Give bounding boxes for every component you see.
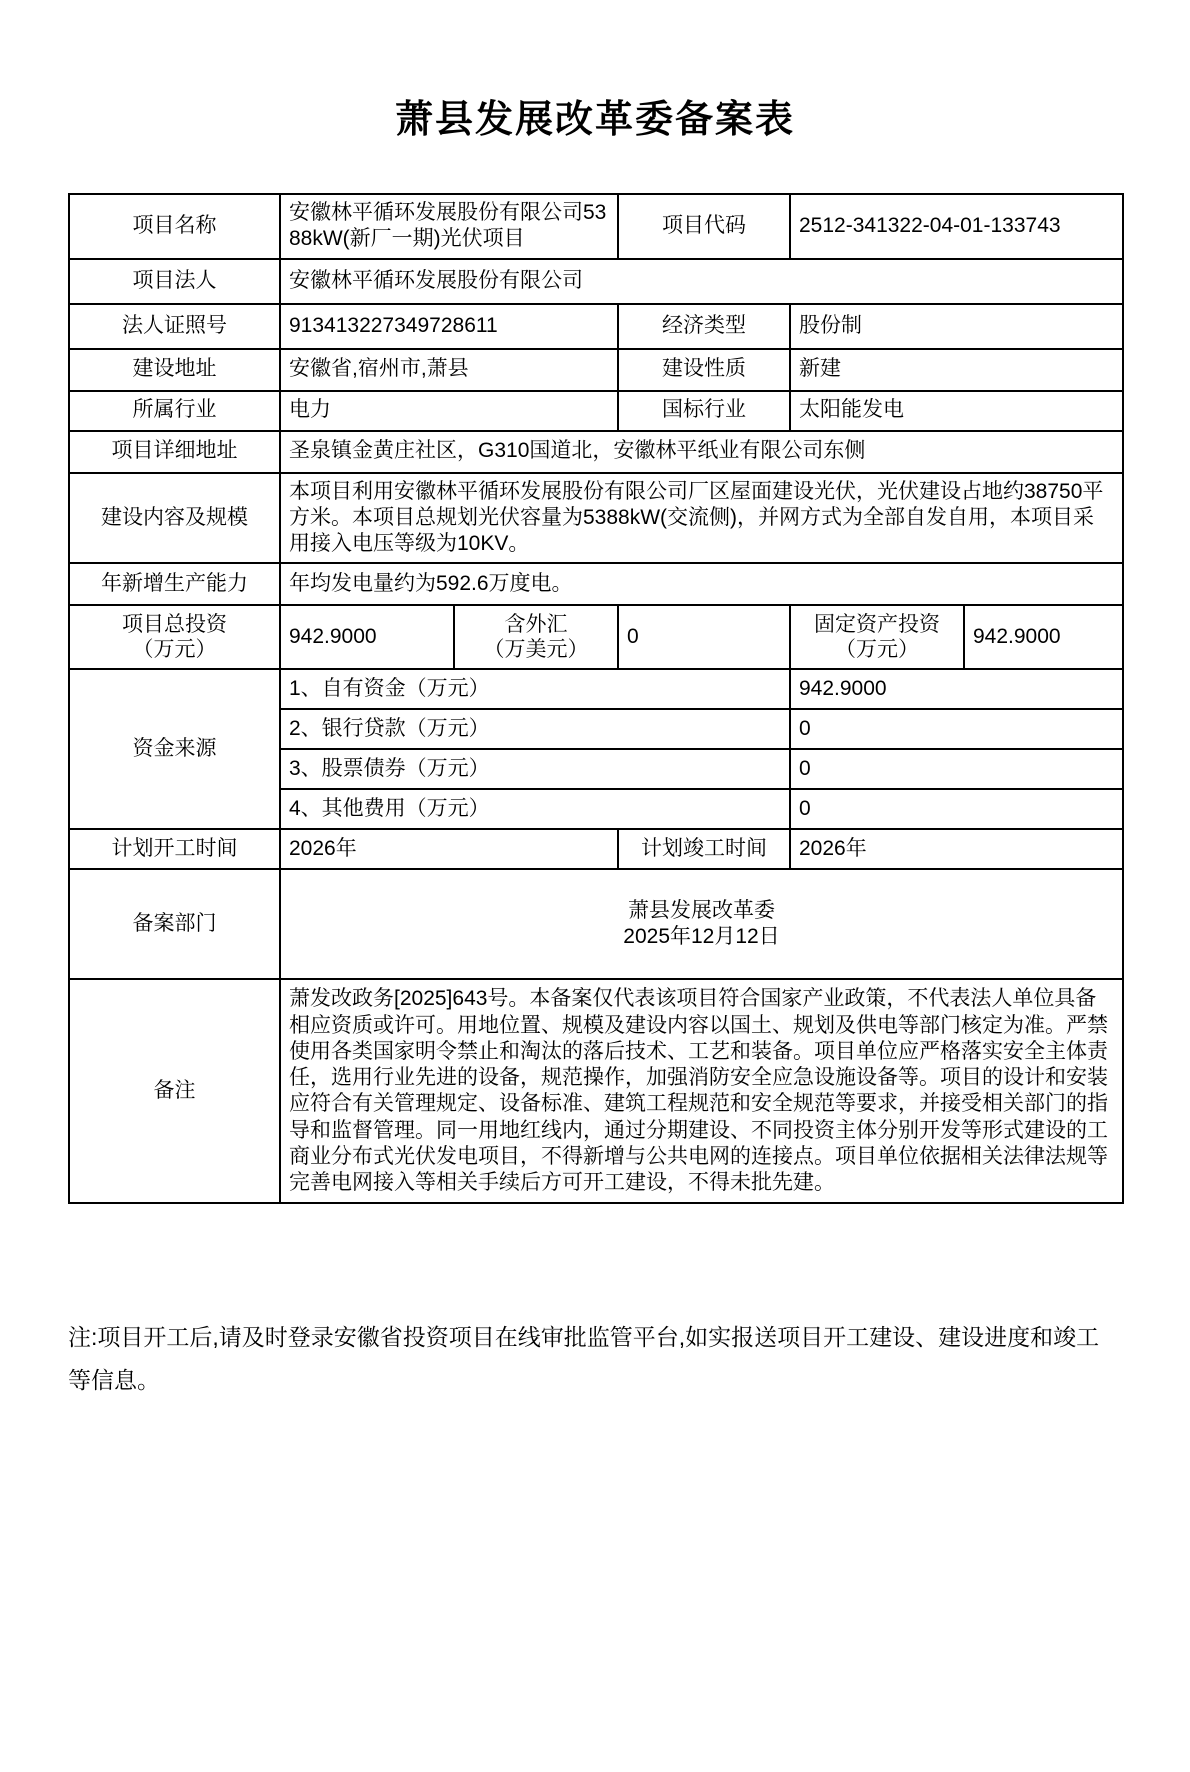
funding-item-value: 0 xyxy=(790,709,1123,749)
foreign-exchange-label xyxy=(454,605,618,669)
row-filing-department xyxy=(69,869,1123,979)
row-schedule xyxy=(69,829,1123,869)
planned-completion-label: 计划竣工时间 xyxy=(618,829,790,869)
industry-value: 电力 xyxy=(280,391,618,431)
license-no-value: 913413227349728611 xyxy=(280,304,618,349)
fixed-investment-label-line1: 固定资产投资 xyxy=(814,613,940,637)
legal-person-value: 安徽林平循环发展股份有限公司 xyxy=(280,259,1123,304)
filing-department-label: 备案部门 xyxy=(69,869,280,979)
fixed-investment-value: 942.9000 xyxy=(964,605,1123,669)
foreign-exchange-value: 0 xyxy=(618,605,790,669)
fixed-investment-label xyxy=(790,605,964,669)
project-name-value: 安徽林平循环发展股份有限公司5388kW(新厂一期)光伏项目 xyxy=(280,194,618,259)
row-investment xyxy=(69,605,1123,669)
legal-person-label: 项目法人 xyxy=(69,259,280,304)
row-funding-item-1 xyxy=(69,669,1123,709)
filing-department-cell xyxy=(280,869,1123,979)
funding-item-name: 3、股票债券（万元） xyxy=(280,749,790,789)
row-legal-person xyxy=(69,259,1123,304)
license-no-label: 法人证照号 xyxy=(69,304,280,349)
construction-content-value: 本项目利用安徽林平循环发展股份有限公司厂区屋面建设光伏，光伏建设占地约38750平方米。本项目总规划光伏容量为5388kW(交流侧)，并网方式为全部自发自用，本项目采用接入电压等级为10KV。 xyxy=(280,473,1123,564)
page-title: 萧县发展改革委备案表 xyxy=(394,99,795,141)
fixed-investment-label-line2: （万元） xyxy=(835,638,919,662)
footer-note: 注:项目开工后,请及时登录安徽省投资项目在线审批监管平台,如实报送项目开工建设、建设进度和竣工等信息。 xyxy=(68,1324,1100,1393)
remarks-label: 备注 xyxy=(69,979,280,1203)
construction-content-label: 建设内容及规模 xyxy=(69,473,280,564)
funding-item-name: 2、银行贷款（万元） xyxy=(280,709,790,749)
construction-address-label: 建设地址 xyxy=(69,349,280,391)
planned-start-value: 2026年 xyxy=(280,829,618,869)
project-code-label: 项目代码 xyxy=(618,194,790,259)
funding-source-label: 资金来源 xyxy=(69,669,280,829)
national-industry-value: 太阳能发电 xyxy=(790,391,1123,431)
construction-address-value: 安徽省,宿州市,萧县 xyxy=(280,349,618,391)
foreign-exchange-label-line2: （万美元） xyxy=(483,638,589,662)
funding-item-value: 0 xyxy=(790,749,1123,789)
annual-capacity-value: 年均发电量约为592.6万度电。 xyxy=(280,563,1123,605)
funding-item-name: 1、自有资金（万元） xyxy=(280,669,790,709)
row-construction-content xyxy=(69,473,1123,564)
row-detailed-address xyxy=(69,431,1123,473)
annual-capacity-label: 年新增生产能力 xyxy=(69,563,280,605)
detailed-address-label: 项目详细地址 xyxy=(69,431,280,473)
total-investment-value: 942.9000 xyxy=(280,605,454,669)
row-license-no xyxy=(69,304,1123,349)
construction-nature-value: 新建 xyxy=(790,349,1123,391)
economic-type-label: 经济类型 xyxy=(618,304,790,349)
document-page xyxy=(0,88,1190,1401)
funding-item-value: 0 xyxy=(790,789,1123,829)
total-investment-label-line2: （万元） xyxy=(132,638,217,662)
planned-start-label: 计划开工时间 xyxy=(69,829,280,869)
detailed-address-value: 圣泉镇金黄庄社区，G310国道北，安徽林平纸业有限公司东侧 xyxy=(280,431,1123,473)
remarks-value: 萧发改政务[2025]643号。本备案仅代表该项目符合国家产业政策，不代表法人单位具备相应资质或许可。用地位置、规模及建设内容以国土、规划及供电等部门核定为准。严禁使用各类国家明令禁止和淘汰的落后技术、工艺和装备。项目单位应严格落实安全主体责任，选用行业先进的设备，规范操作，加强消防安全应急设施设备等。项目的设计和安装应符合有关管理规定、设备标准、建筑工程规范和安全规范等要求，并接受相关部门的指导和监督管理。同一用地红线内，通过分期建设、不同投资主体分别开发等形式建设的工商业分布式光伏发电项目，不得新增与公共电网的连接点。项目单位依据相关法律法规等完善电网接入等相关手续后方可开工建设，不得未批先建。 xyxy=(280,979,1123,1203)
economic-type-value: 股份制 xyxy=(790,304,1123,349)
national-industry-label: 国标行业 xyxy=(618,391,790,431)
row-remarks xyxy=(69,979,1123,1203)
project-code-value: 2512-341322-04-01-133743 xyxy=(790,194,1123,259)
row-construction-address xyxy=(69,349,1123,391)
funding-item-name: 4、其他费用（万元） xyxy=(280,789,790,829)
filing-table xyxy=(68,193,1124,1204)
filing-department-date: 2025年12月12日 xyxy=(623,925,780,949)
row-annual-capacity xyxy=(69,563,1123,605)
foreign-exchange-label-line1: 含外汇 xyxy=(504,613,568,637)
row-project-name xyxy=(69,194,1123,259)
total-investment-label-line1: 项目总投资 xyxy=(122,613,227,637)
row-industry xyxy=(69,391,1123,431)
industry-label: 所属行业 xyxy=(69,391,280,431)
planned-completion-value: 2026年 xyxy=(790,829,1123,869)
construction-nature-label: 建设性质 xyxy=(618,349,790,391)
funding-item-value: 942.9000 xyxy=(790,669,1123,709)
filing-department-name: 萧县发展改革委 xyxy=(628,899,775,922)
total-investment-label xyxy=(69,605,280,669)
project-name-label: 项目名称 xyxy=(69,194,280,259)
